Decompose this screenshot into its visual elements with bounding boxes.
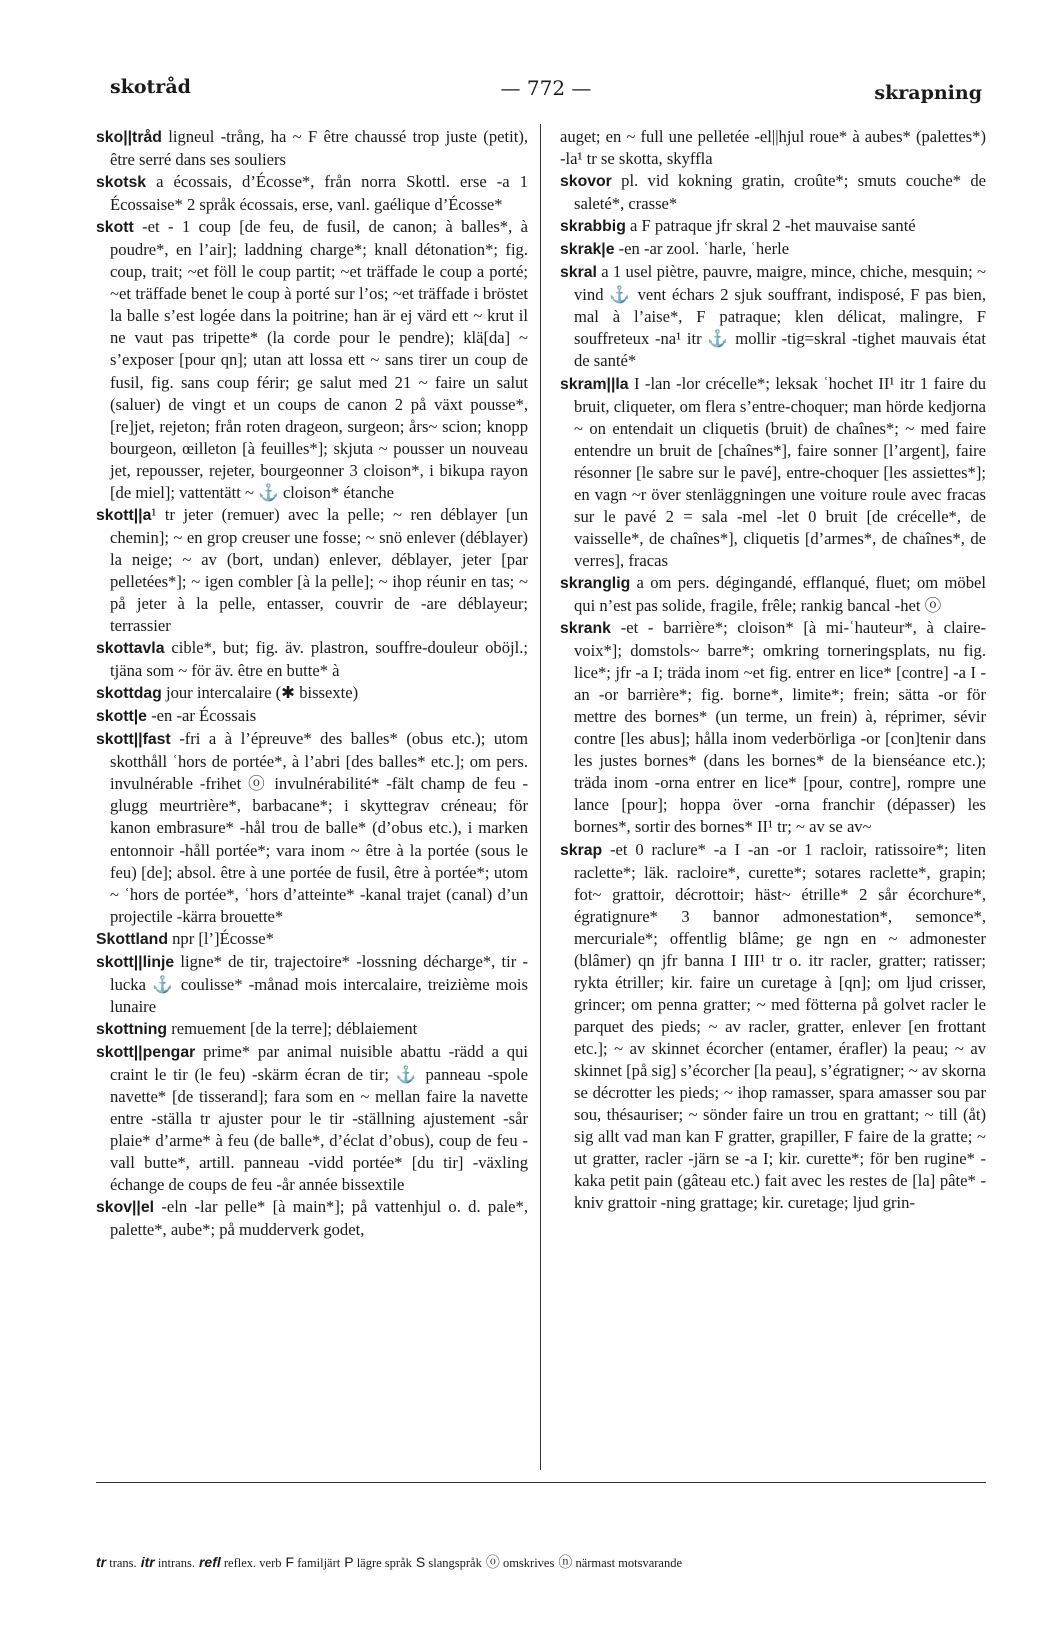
dictionary-entry xyxy=(96,1018,528,1041)
entry-headword: skottdag xyxy=(96,685,162,703)
legend-symbol: refl xyxy=(198,1554,221,1570)
entry-text: I -lan -lor crécelle*; leksak ʿhochet II¹ itr 1 faire du bruit, cliqueter, om flera s’entre-choquer; man hörde kedjorna ~ on entendait un cliquetis (bruit) de chaînes*; ~ med faire entendre un bruit de [chaînes*], faire sonner [l’argent], faire résonner [le sabre sur le pavé], entre-choquer [les assiettes*]; en vagn ~r över stenläggningen une voiture roule avec fracas sur le pavé 2 = sala -mel -let 0 bruit [de crécelle*, de vaisselle*, de chaînes*], cliquetis [d’armes*, de chaînes*, de verres], fracas xyxy=(574,373,986,570)
entry-headword: skrap xyxy=(560,841,603,859)
entry-text: a F patraque jfr skral 2 -het mauvaise santé xyxy=(625,216,916,236)
entry-text: remuement [de la terre]; déblaiement xyxy=(167,1018,418,1038)
legend-symbol: F xyxy=(285,1554,295,1570)
entry-headword: skrak|e xyxy=(560,241,615,259)
bottom-rule xyxy=(96,1482,986,1483)
entry-text: pl. vid kokning gratin, croûte*; smuts couche* de saleté*, crasse* xyxy=(574,171,986,214)
dictionary-entry xyxy=(96,216,528,504)
entry-headword: skotsk xyxy=(96,174,147,192)
entry-headword: skottavla xyxy=(96,640,165,658)
right-column xyxy=(560,126,986,1468)
entry-text: npr [l’]Écosse* xyxy=(167,928,274,948)
dictionary-entry xyxy=(96,171,528,216)
entry-text: cible*, but; fig. äv. plastron, souffre-douleur oböjl.; tjäna som ~ för äv. être en butte* à xyxy=(110,638,528,681)
entry-text: prime* par animal nuisible abattu -rädd a qui craint le tir (le feu) -skärm écran de tir; ⚓ panneau -spole navette* [de tisserand]; fara som en ~ mellan faire la navette entre -ställa tr ajuster pour le tir -ställning ajustement -sår plaie* d’arme* à feu (de balle*, d’éclat d’obus), coup de feu -vall butte*, artill. panneau -vidd portée* [du tir] -växling échange de coups de feu -år année bissextile xyxy=(110,1041,528,1195)
dictionary-entry xyxy=(560,572,986,617)
entry-headword: sko||tråd xyxy=(96,129,162,146)
legend-label: reflex. verb xyxy=(220,1556,282,1570)
dictionary-entry xyxy=(96,951,528,1018)
entry-text: a om pers. dégingandé, efflanqué, fluet; om möbel qui n’est pas solide, fragile, frêle; rankig bancal -het ⓞ xyxy=(574,572,986,615)
legend-symbol: tr xyxy=(96,1554,107,1570)
entry-headword: skrank xyxy=(560,620,611,638)
legend-item xyxy=(96,1556,137,1570)
entry-headword: Skottland xyxy=(96,930,168,948)
dictionary-entry xyxy=(96,1041,528,1196)
legend-item xyxy=(558,1556,682,1570)
legend-item xyxy=(416,1556,482,1570)
dictionary-entry xyxy=(560,261,986,372)
entry-headword: skott||a xyxy=(96,506,152,524)
entry-text: -et 0 raclure* -a I -an -or 1 racloir, ratissoire*; liten raclette*; läk. racloire*, curette*; sotares raclette*, grapin; fot~ grattoir, décrottoir; häst~ étrille* 2 sår écorchure*, égratignure* 3 bannor admonestation*, semonce*, mercuriale*; offentlig blâme; ge ngn en ~ admonester (blâmer) qn jfr banna I III¹ tr o. itr racler, gratter; ratisser; rykta étriller; kir. faire un curetage à [qn]; om ljud crisser, grincer; om penna gratter; ~ med fötterna på golvet racler le parquet des pieds; ~ av racler, gratter, enlever [en frottant etc.]; ~ av skinnet écorcher (entamer, érafler) la peau; ~ av skinnet [på sig] s’écorcher [la peau], s’égratigner; ~ av skorna se décrotter les pieds; ~ ihop ramasser, spara amasser sou par sou, thésauriser; ~ sönder faire un trou en grattant; ~ till (åt) sig allt vad man kan F gratter, grapiller, F faire de la gratte; ~ ut gratter, racler -järn se -a I; kir. curette*; för ben rugine* -kaka petit pain (gâteau etc.) fait avec les restes de [la] pâte* -kniv grattoir -ning grattage; kir. curetage; ljud grin- xyxy=(574,839,986,1213)
right-headword: skrapning xyxy=(874,82,982,104)
entry-headword: skottning xyxy=(96,1020,168,1038)
entry-text: a 1 usel piètre, pauvre, maigre, mince, chiche, mesquin; ~ vind ⚓ vent échars 2 sjuk souffrant, indisposé, F pas bien, mal à l’aise*, F patraque; klen délicat, malingre, F souffreteux -na¹ itr ⚓ mollir -tig=skral -tighet mauvais état de santé* xyxy=(574,262,986,371)
entry-headword: skott|e xyxy=(96,708,147,726)
legend-symbol: P xyxy=(344,1554,354,1570)
entry-text: -en -ar Écossais xyxy=(146,706,257,726)
entry-headword: skram||la xyxy=(560,375,629,393)
page-number: — 772 — xyxy=(500,76,592,100)
dictionary-entry xyxy=(96,705,528,728)
legend-label: lägre språk xyxy=(353,1556,412,1570)
legend-item xyxy=(141,1556,195,1570)
dictionary-entry xyxy=(560,839,986,1215)
legend-label: intrans. xyxy=(154,1556,195,1570)
legend-item xyxy=(486,1556,555,1570)
dictionary-entry xyxy=(96,928,528,951)
entry-headword: skral xyxy=(560,264,597,282)
dictionary-entry xyxy=(560,126,986,170)
entry-text: -et - barrière*; cloison* [à mi-ʿhauteur*, à claire-voix*]; domstols~ barre*; omkring torneringsplats, nu fig. lice*; jfr -a I; träda inom ~et fig. entrer en lice* [contre] -a I -an -or barrière*; fig. borne*, limite*; frein; sätta -or för mettre des bornes* (un terme, un frein) à, réprimer, sévir contre [les abus]; hålla inom vederbörliga -or [con]tenir dans les justes bornes* (dans les bornes* de la bienséance etc.); träda inom -orna entrer en lice* [pour, contre], rompre une lance [pour]; hoppa över -orna franchir (dépasser) les bornes*, sortir des bornes* II¹ tr; ~ av se av~ xyxy=(574,618,986,837)
entry-text: a écossais, d’Écosse*, från norra Skottl. erse -a 1 Écossaise* 2 språk écossais, erse, vanl. gaélique d’Écosse* xyxy=(110,172,528,215)
dictionary-entry xyxy=(560,238,986,261)
entry-text: -eln -lar pelle* [à main*]; på vattenhjul o. d. pale*, palette*, aube*; på mudderverk godet, xyxy=(110,1197,528,1240)
dictionary-entry xyxy=(96,728,528,927)
dictionary-entry xyxy=(560,617,986,838)
left-column xyxy=(96,126,528,1468)
entry-text: auget; en ~ full une pelletée -el||hjul roue* à aubes* (palettes*) -la¹ tr se skotta, skyffla xyxy=(560,127,986,169)
legend-item xyxy=(199,1556,282,1570)
legend-item xyxy=(344,1556,412,1570)
legend-symbol: ⓞ xyxy=(485,1554,500,1570)
legend-label: familjärt xyxy=(294,1556,341,1570)
entry-text: ligne* de tir, trajectoire* -lossning décharge*, tir -lucka ⚓ coulisse* -månad mois intercalaire, treizième mois lunaire xyxy=(110,951,528,1016)
legend-symbol: S xyxy=(415,1554,426,1570)
entry-headword: skott||fast xyxy=(96,731,171,749)
dictionary-entry xyxy=(96,1196,528,1241)
legend-label: trans. xyxy=(106,1556,137,1570)
dictionary-entry xyxy=(560,170,986,215)
entry-headword: skov||el xyxy=(96,1199,155,1217)
entry-headword: skott||linje xyxy=(96,953,175,971)
column-divider xyxy=(540,124,541,1470)
dictionary-entry xyxy=(96,682,528,705)
legend-label: närmast motsvarande xyxy=(572,1556,683,1570)
dictionary-entry xyxy=(560,215,986,238)
entry-text: -en -ar zool. ʿharle, ʿherle xyxy=(614,239,790,259)
left-headword: skotråd xyxy=(110,76,191,98)
entry-headword: skranglig xyxy=(560,574,631,592)
legend-label: slangspråk xyxy=(425,1556,482,1570)
legend-symbol: itr xyxy=(140,1554,155,1570)
entry-text: ligneul -trång, ha ~ F être chaussé trop juste (petit), être serré dans ses souliers xyxy=(110,127,528,170)
entry-text: ¹ tr jeter (remuer) avec la pelle; ~ ren déblayer [un chemin]; ~ en grop creuser une fosse; ~ snö enlever (déblayer) la neige; ~ av (bort, undan) enlever, déblayer, jeter [par pelletées*]; ~ igen combler [à la pelle]; ~ ihop réunir en tas; ~ på jeter à la pelle, entasser, couvrir de -are déblayeur; terrassier xyxy=(110,504,528,636)
entry-text: -fri a à l’épreuve* des balles* (obus etc.); utom skotthåll ʿhors de portée*, à l’abri [des balles* etc.]; om pers. invulnérable -frihet ⓞ invulnérabilité* -fält champ de feu -glugg meurtrière*, barbacane*; i skyttegrav créneau; för kanon embrasure* -hål trou de balle* (d’obus etc.), i marken entonnoir -håll portée*; vara inom ~ être à la portée (sous le feu) [de]; absol. être à une portée de fusil, être à portée*; utom ~ ʿhors de portée*, ʿhors d’atteinte* -kanal trajet (canal) d’un projectile -kärra brouette* xyxy=(110,729,528,926)
entry-headword: skrabbig xyxy=(560,218,626,236)
entry-headword: skovor xyxy=(560,173,612,191)
dictionary-entry xyxy=(96,126,528,171)
entry-text: jour intercalaire (✱ bissexte) xyxy=(161,683,359,703)
dictionary-entry xyxy=(96,504,528,637)
abbreviation-legend xyxy=(96,1552,986,1572)
entry-text: -et - 1 coup [de feu, de fusil, de canon; à balles*, à poudre*, en l’air]; laddning charge*; knall détonation*; fig. coup, trait; ~et föll le coup partit; ~et träffade le coup a porté; ~et träffade benet le coup à porté sur l’os; ~et träffade i bröstet la balle s’est logée dans la poitrine; han är ej värd ett ~ krut il ne vaut pas tripette* (la corde pour le pendre); klä[da] ~ s’exposer [pour qn]; utan att lossa ett ~ sans tirer un coup de fusil, fig. sans coup férir; ge salut med 21 ~ faire un salut (saluer) de vingt et un coups de canon 2 på växt pousse*, [re]jet, rejeton; från roten drageon, surgeon; års~ scion; knopp bourgeon, œilleton [à feuilles*]; skjuta ~ pousser un nouveau jet, repousser, rejeter, bourgeonner 3 cloison*, i bikupa rayon [de miel]; vattentätt ~ ⚓ cloison* étanche xyxy=(110,217,528,502)
legend-symbol: ⓝ xyxy=(558,1554,573,1570)
dictionary-entry xyxy=(560,373,986,572)
page-header xyxy=(110,74,982,108)
legend-item xyxy=(286,1556,341,1570)
entry-headword: skott xyxy=(96,219,134,237)
entry-headword: skott||pengar xyxy=(96,1043,196,1061)
dictionary-entry xyxy=(96,637,528,682)
legend-label: omskrives xyxy=(499,1556,555,1570)
